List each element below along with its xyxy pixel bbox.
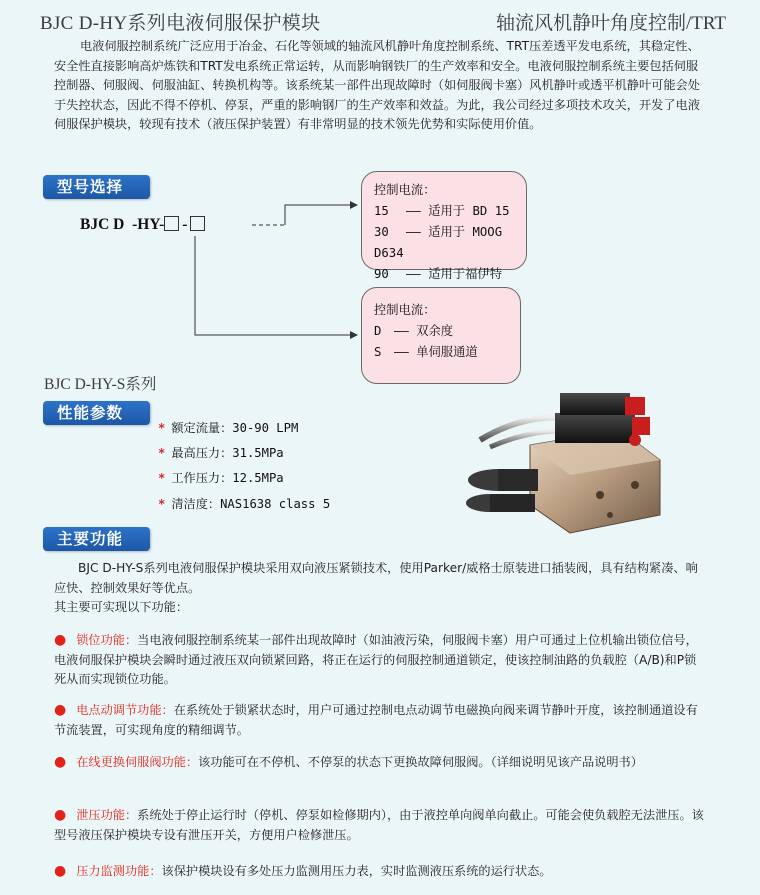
- red-dot-bullet-icon: ●: [54, 702, 67, 718]
- arrowhead-1: [350, 201, 358, 209]
- box1-row: [374, 222, 514, 264]
- box2-row-code: S: [374, 345, 382, 359]
- star-bullet-icon: *: [158, 497, 166, 511]
- box1-row: [374, 201, 514, 222]
- star-bullet-icon: *: [158, 446, 166, 460]
- model-code-separator: -: [182, 216, 188, 233]
- perf-item: [158, 469, 284, 486]
- function-item-head: 压力监测功能：: [76, 864, 162, 878]
- box2-row-code: D: [374, 324, 382, 338]
- box2-title: 控制电流：: [374, 303, 436, 317]
- connector-line-2: [195, 236, 350, 335]
- star-bullet-icon: *: [158, 421, 166, 435]
- function-item: [54, 806, 706, 845]
- model-code-prefix: BJC D -HY-: [80, 216, 165, 233]
- connector-line-1: [285, 205, 350, 225]
- function-item-text: 当电液伺服控制系统某一部件出现故障时（如油液污染，伺服阀卡塞）用户可通过上位机输出锁位信号，电液伺服保护模块会瞬时通过液压双向锁紧回路，将正在运行的伺服控制通道锁定，使该控制油路的负载腔（A/B)和P锁死从而实现锁位功能。: [54, 633, 698, 687]
- red-dot-bullet-icon: ●: [54, 754, 67, 770]
- box1-row-desc: —— 适用于 MOOG D634: [374, 225, 503, 260]
- function-item: [54, 753, 706, 773]
- page-subtitle: 轴流风机静叶角度控制/TRT: [495, 13, 726, 34]
- function-item-text: 该功能可在不停机、不停泵的状态下更换故障伺服阀。（详细说明见该产品说明书）: [198, 755, 643, 769]
- functions-intro: [54, 559, 706, 618]
- perf-item: [158, 495, 330, 512]
- function-item-head: 电点动调节功能：: [76, 703, 174, 717]
- section-badge-performance: 性能参数: [43, 401, 150, 425]
- function-item: [54, 701, 706, 740]
- function-item-text: 在系统处于锁紧状态时，用户可通过控制电点动调节电磁换向阀来调节静叶开度，该控制通道设有节流装置，可实现角度的精细调节。: [54, 703, 698, 737]
- perf-item-text: 清洁度：NAS1638 class 5: [171, 497, 331, 511]
- perf-item-text: 额定流量：30-90 LPM: [171, 421, 299, 435]
- arrowhead-2: [350, 331, 358, 339]
- box2-row-desc: —— 单伺服通道: [394, 345, 478, 359]
- box1-row-code: 30: [374, 225, 389, 239]
- box1-row-desc: —— 适用于福伊特: [406, 267, 502, 281]
- box1-row-code: 15: [374, 204, 389, 218]
- function-item-head: 锁位功能：: [76, 633, 138, 647]
- control-current-box-1: [361, 171, 527, 281]
- box2-row: [374, 321, 508, 342]
- red-dot-bullet-icon: ●: [54, 863, 67, 879]
- intro-paragraph: 电液伺服控制系统广泛应用于冶金、石化等领域的轴流风机静叶角度控制系统、TRT压差透平发电系统，其稳定性、安全性直接影响高炉炼铁和TRT发电系统正常运转，从而影响钢铁厂的生产效率和安全。电液伺服控制系统主要包括伺服控制器、伺服阀、伺服油缸、转换机构等。该系统某一部件出现故障时（如伺服阀卡塞）风机静叶或透平机静叶可能会处于失控状态，因此不得不停机、停泵，严重的影响钢厂的生产效率和效益。为此，我公司经过多项技术攻关，开发了电液伺服保护模块，较现有技术（液压保护装置）有非常明显的技术领先优势和实际使用价值。: [54, 39, 700, 132]
- page-title: BJC D-HY系列电液伺服保护模块: [40, 13, 321, 34]
- box1-title: 控制电流：: [374, 183, 436, 197]
- control-current-box-2: [361, 287, 521, 384]
- section-badge-model-selection: 型号选择: [43, 175, 150, 199]
- perf-item: [158, 444, 284, 461]
- perf-item-text: 最高压力：31.5MPa: [171, 446, 284, 460]
- function-item: [54, 631, 706, 690]
- function-item: [54, 862, 706, 882]
- function-item-head: 在线更换伺服阀功能：: [76, 755, 199, 769]
- functions-intro-text: BJC D-HY-S系列电液伺服保护模块采用双向液压紧锁技术，使用Parker/威格士原装进口插装阀，具有结构紧凑、响应快、控制效果好等优点。: [54, 561, 698, 595]
- function-item-text: 系统处于停止运行时（停机、停泵如检修期内），由于液控单向阀单向截止。可能会使负载腔无法泄压。该型号液压保护模块专设有泄压开关，方便用户检修泄压。: [54, 808, 704, 842]
- functions-intro-text-2: 其主要可实现以下功能：: [54, 600, 189, 615]
- box2-row-desc: —— 双余度: [394, 324, 454, 338]
- star-bullet-icon: *: [158, 471, 166, 485]
- red-dot-bullet-icon: ●: [54, 807, 67, 823]
- box1-row-code: 90: [374, 267, 389, 281]
- function-item-text: 该保护模块设有多处压力监测用压力表，实时监测液压系统的运行状态。: [161, 864, 552, 878]
- red-dot-bullet-icon: ●: [54, 632, 67, 648]
- series-title: BJC D-HY-S系列: [44, 376, 157, 393]
- box2-row: [374, 342, 508, 363]
- product-photo: [460, 385, 685, 535]
- perf-item-text: 工作压力：12.5MPa: [171, 471, 284, 485]
- section-badge-functions: 主要功能: [43, 527, 150, 551]
- box1-row-desc: —— 适用于 BD 15: [406, 204, 510, 218]
- function-item-head: 泄压功能：: [76, 808, 138, 822]
- perf-item: [158, 419, 298, 436]
